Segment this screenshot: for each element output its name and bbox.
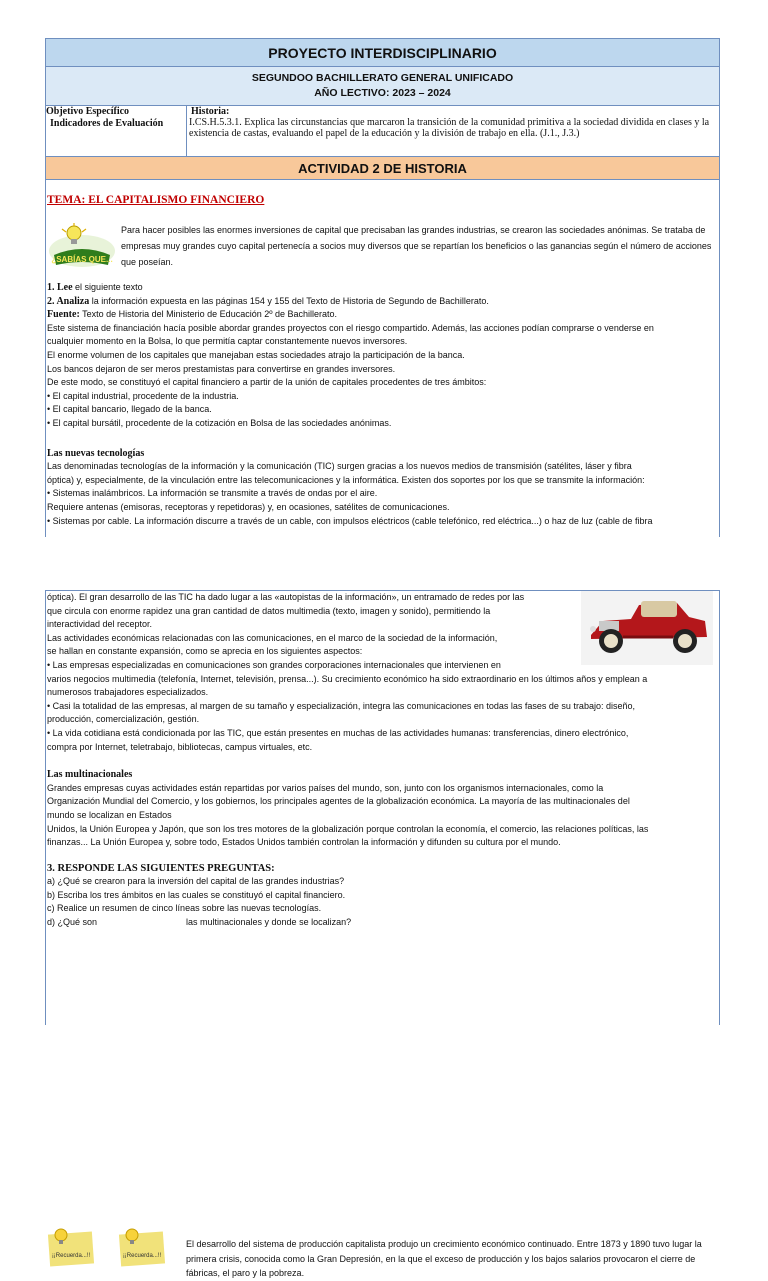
tech-cont-line: varios negocios multimedia (telefonía, Internet, televisión, prensa...). Su crecimiento económico ha sido extraordinario en los últimos años y emplean a [47, 673, 648, 684]
question-item: b) Escriba los tres ámbitos en las cuales se constituyó el capital financiero. [47, 889, 346, 900]
tech-line: Las denominadas tecnologías de la información y la comunicación (TIC) surgen gracias a los nuevos medios de transmisión (satélites, láser y fibra [47, 461, 632, 472]
question-item: c) Realice un resumen de cinco líneas sobre las nuevas tecnologías. [47, 903, 322, 914]
objective-labels [46, 106, 187, 156]
reminder-note-icon [118, 1225, 166, 1267]
document-subtitle [46, 67, 719, 106]
reading-line: Este sistema de financiación hacía posible abordar grandes proyectos con el riesgo compartido. Además, las acciones podían comprarse o venderse en [47, 322, 654, 333]
svg-text:¡¡Recuerda...!!: ¡¡Recuerda...!! [122, 1253, 162, 1259]
objective-row [46, 106, 719, 157]
objective-subject: Historia: [191, 106, 230, 117]
tech-cont-line: interactividad del receptor. [47, 619, 153, 630]
tech-cont-line: numerosos trabajadores especializados. [47, 687, 209, 698]
multi-line: Organización Mundial del Comercio, y los gobiernos, los principales agentes de la globalización económica. La mayoría de las multinacionales del [47, 796, 630, 807]
indicators-label: Indicadores de Evaluación [50, 118, 164, 129]
tech-section-title: Las nuevas tecnologías [47, 447, 145, 459]
tech-line: Requiere antenas (emisoras, receptoras y repetidoras) y, en ocasiones, satélites de comunicaciones. [47, 501, 450, 512]
document-page-1 [45, 38, 720, 538]
document-title: PROYECTO INTERDISCIPLINARIO [46, 39, 719, 67]
tech-cont-line: • Casi la totalidad de las empresas, al margen de su tamaño y especialización, integra las comunicaciones en todas las fases de su trabajo: diseño, [47, 700, 635, 711]
reading-line: El enorme volumen de los capitales que manejaban estas sociedades atrajo la participación de la banca. [47, 349, 465, 360]
tech-cont-line: óptica). El gran desarrollo de las TIC ha dado lugar a las «autopistas de la información», un entramado de redes por las [47, 592, 525, 602]
subtitle-year: AÑO LECTIVO: 2023 – 2024 [314, 87, 451, 99]
multi-line: mundo se localizan en Estados [47, 809, 172, 820]
page-gap [0, 537, 768, 589]
document-page-2 [45, 590, 720, 1278]
tech-cont-line: • Las empresas especializadas en comunicaciones son grandes corporaciones internacionales que intervienen en [47, 659, 501, 670]
subtitle-grade: SEGUNDOO BACHILLERATO GENERAL UNIFICADO [251, 72, 514, 84]
reading-line: De este modo, se constituyó el capital financiero a partir de la unión de capitales procedentes de tres ámbitos: [47, 377, 487, 388]
intro-paragraph: Para hacer posibles las enormes inversiones de capital que precisaban las grandes industrias, se crearon las sociedades anónimas. Se trataba de empresas muy grandes cuyo capital pertenecía a socios muy diversos que se repartían los beneficios o las ganancias según el número de acciones que poseían. [121, 225, 712, 267]
reading-block-1 [47, 281, 719, 528]
question-item: d) ¿Qué son las multinacionales y donde se localizan? [47, 917, 352, 928]
question-item: a) ¿Qué se crearon para la inversión del capital de las grandes industrias? [47, 876, 345, 887]
multi-line: finanzas... La Unión Europea y, sobre todo, Estados Unidos también controlan la información y difunden su cultura por el mundo. [47, 837, 561, 848]
tech-line: óptica) y, especialmente, de la vinculación entre las telecomunicaciones y la informática. Existen dos soportes por los que se transmite la información: [47, 474, 645, 485]
reading-line: • El capital industrial, procedente de la industria. [47, 390, 239, 401]
reading-line: Los bancos dejaron de ser meros prestamistas para convertirse en grandes inversores. [47, 363, 396, 374]
tech-cont-line: que circula con enorme rapidez una gran cantidad de datos multimedia (texto, imagen y sonido), permitiendo la [47, 605, 491, 616]
tech-cont-line: compra por Internet, teletrabajo, bibliotecas, campus virtuales, etc. [47, 741, 313, 752]
tech-cont-line: se hallan en constante expansión, como se aprecia en los siguientes aspectos: [47, 646, 363, 657]
svg-text:¡¡Recuerda...!!: ¡¡Recuerda...!! [51, 1253, 91, 1259]
step-source: Fuente: Texto de Historia del Ministerio de Educación 2º de Bachillerato. [47, 309, 338, 321]
reading-line: • El capital bancario, llegado de la banca. [47, 404, 212, 415]
objective-text: I.CS.H.5.3.1. Explica las circunstancias que marcaron la transición de la comunidad primitiva a la sociedad dividida en clases y la existencia de castas, evaluando el papel de la educación y la división de trabajo en ella. (J.1., J.3.) [189, 117, 710, 139]
activity-banner: ACTIVIDAD 2 DE HISTORIA [46, 157, 719, 180]
tech-cont-line: Las actividades económicas relacionadas con las comunicaciones, en el marco de la sociedad de la información, [47, 632, 498, 643]
did-you-know-logo [48, 221, 116, 271]
multi-line: Unidos, la Unión Europea y Japón, que son los tres motores de la globalización porque controlan la economía, el comercio, las relaciones políticas, las [47, 823, 649, 834]
multi-line: Grandes empresas cuyas actividades están repartidas por varios países del mundo, son, junto con los organismos internacionales, como la [47, 782, 604, 793]
tech-line: • Sistemas inalámbricos. La información se transmite a través de ondas por el aire. [47, 488, 378, 499]
objective-content [189, 106, 717, 139]
tech-line: • Sistemas por cable. La información discurre a través de un cable, con impulsos eléctricos (cable telefónico, red eléctrica...) o haz de luz (cable de fibra [47, 515, 653, 526]
reading-line: cualquier momento en la Bolsa, lo que permitía captar constantemente nuevos inversores. [47, 336, 408, 347]
tech-cont-line: • La vida cotidiana está condicionada por las TIC, que están presentes en muchas de las actividades humanas: transferencias, dinero electrónico, [47, 727, 629, 738]
reading-line: • El capital bursátil, procedente de la cotización en Bolsa de las sociedades anónimas. [47, 417, 392, 428]
vintage-car-image [581, 591, 713, 665]
objective-label: Objetivo Específico [46, 106, 130, 117]
step-2: 2. Analiza la información expuesta en las páginas 154 y 155 del Texto de Historia de Segundo de Bachillerato. [47, 295, 489, 307]
topic-title: TEMA: EL CAPITALISMO FINANCIERO [47, 194, 265, 206]
logo-text: ¿SABÍAS QUE... [51, 255, 113, 264]
closing-paragraph: El desarrollo del sistema de producción capitalista produjo un crecimiento económico continuado. Entre 1873 y 1890 tuvo lugar la primera crisis, conocida como la Gran Depresión, en la que el exceso de producción y los bajos salarios provocaron el cierre de fábricas, el paro y la pobreza. [186, 1239, 702, 1278]
questions-title: 3. RESPONDE LAS SIGUIENTES PREGUNTAS: [47, 862, 275, 874]
reminder-note-icon [47, 1225, 95, 1267]
tech-cont-line: producción, comercialización, gestión. [47, 714, 200, 725]
step-1: 1. Lee el siguiente texto [47, 282, 143, 293]
multinationals-title: Las multinacionales [47, 769, 133, 781]
